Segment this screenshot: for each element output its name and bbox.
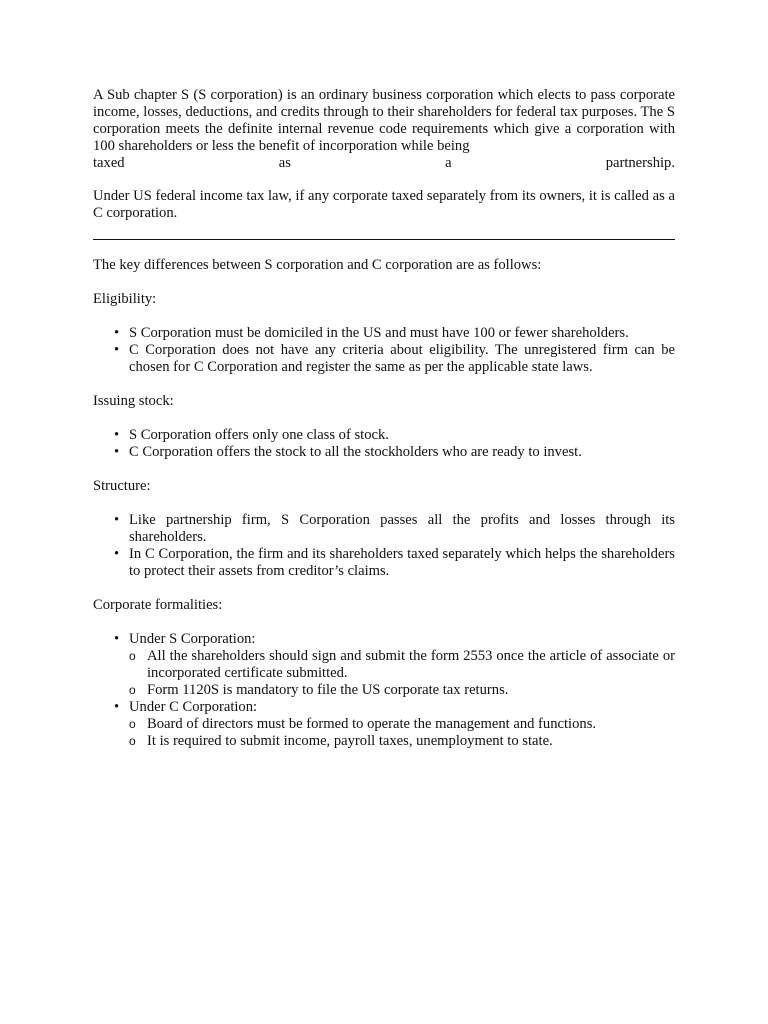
sub-bullet-icon: o	[129, 683, 136, 697]
sub-list-item	[129, 716, 675, 733]
list-item	[93, 342, 675, 376]
lead-sentence: The key differences between S corporation and C corporation are as follows:	[93, 257, 542, 273]
sub-list-item-text: All the shareholders should sign and submit the form 2553 once the article of associate or incorporated certificate submitted.	[147, 648, 675, 681]
sub-list-item-text: It is required to submit income, payroll taxes, unemployment to state.	[147, 733, 553, 749]
intro-paragraph-1-text: A Sub chapter S (S corporation) is an ordinary business corporation which elects to pass corporate income, losses, deductions, and credits through to their shareholders for federal tax purposes. The S corporation meets the definite internal revenue code requirements which give a corporation with 100 shareholders or less the benefit of incorporation while being	[93, 87, 675, 154]
eligibility-list	[93, 325, 675, 376]
list-item	[93, 631, 675, 699]
list-item-text: S Corporation must be domiciled in the US and must have 100 or fewer shareholders.	[129, 325, 629, 341]
sub-bullet-icon: o	[129, 649, 136, 663]
bullet-icon: •	[114, 444, 120, 460]
list-item-text: C Corporation offers the stock to all the stockholders who are ready to invest.	[129, 444, 582, 460]
list-item	[93, 444, 675, 461]
word-taxed: taxed	[93, 155, 125, 171]
sub-list-item	[129, 682, 675, 699]
heading-corporate-formalities: Corporate formalities:	[93, 597, 223, 613]
structure-list	[93, 512, 675, 580]
list-item	[93, 699, 675, 750]
list-item-text: Under C Corporation:	[129, 699, 258, 715]
sub-list-item	[129, 733, 675, 750]
list-item-text: S Corporation offers only one class of stock.	[129, 427, 389, 443]
list-item	[93, 325, 675, 342]
list-item	[93, 512, 675, 546]
bullet-icon: •	[114, 631, 120, 647]
bullet-icon: •	[114, 342, 120, 358]
list-item-text: C Corporation does not have any criteria about eligibility. The unregistered firm can be chosen for C Corporation and register the same as per the applicable state laws.	[129, 342, 675, 375]
section-divider	[93, 239, 675, 240]
bullet-icon: •	[114, 546, 120, 562]
document-page	[93, 87, 675, 750]
issuing-stock-list	[93, 427, 675, 461]
s-corporation-sublist	[129, 648, 675, 699]
bullet-icon: •	[114, 325, 120, 341]
bullet-icon: •	[114, 427, 120, 443]
word-partnership: partnership.	[605, 155, 675, 171]
list-item-text: Under S Corporation:	[129, 631, 256, 647]
heading-structure: Structure:	[93, 478, 151, 494]
sub-list-item	[129, 648, 675, 682]
intro-paragraph-1-last-line	[93, 155, 675, 172]
intro-paragraph-2: Under US federal income tax law, if any corporate taxed separately from its owners, it is called as a C corporation.	[93, 188, 675, 221]
bullet-icon: •	[114, 512, 120, 528]
heading-issuing-stock: Issuing stock:	[93, 393, 174, 409]
list-item-text: In C Corporation, the firm and its shareholders taxed separately which helps the shareholders to protect their assets from creditor’s claims.	[129, 546, 675, 579]
list-item-text: Like partnership firm, S Corporation passes all the profits and losses through its shareholders.	[129, 512, 675, 545]
formalities-list	[93, 631, 675, 750]
sub-list-item-text: Board of directors must be formed to operate the management and functions.	[147, 716, 597, 732]
list-item	[93, 546, 675, 580]
bullet-icon: •	[114, 699, 120, 715]
heading-eligibility: Eligibility:	[93, 291, 157, 307]
sub-bullet-icon: o	[129, 734, 136, 748]
sub-list-item-text: Form 1120S is mandatory to file the US corporate tax returns.	[147, 682, 509, 698]
c-corporation-sublist	[129, 716, 675, 750]
word-a: a	[445, 155, 452, 171]
sub-bullet-icon: o	[129, 717, 136, 731]
list-item	[93, 427, 675, 444]
word-as: as	[278, 155, 291, 171]
intro-paragraph-1	[93, 87, 675, 155]
